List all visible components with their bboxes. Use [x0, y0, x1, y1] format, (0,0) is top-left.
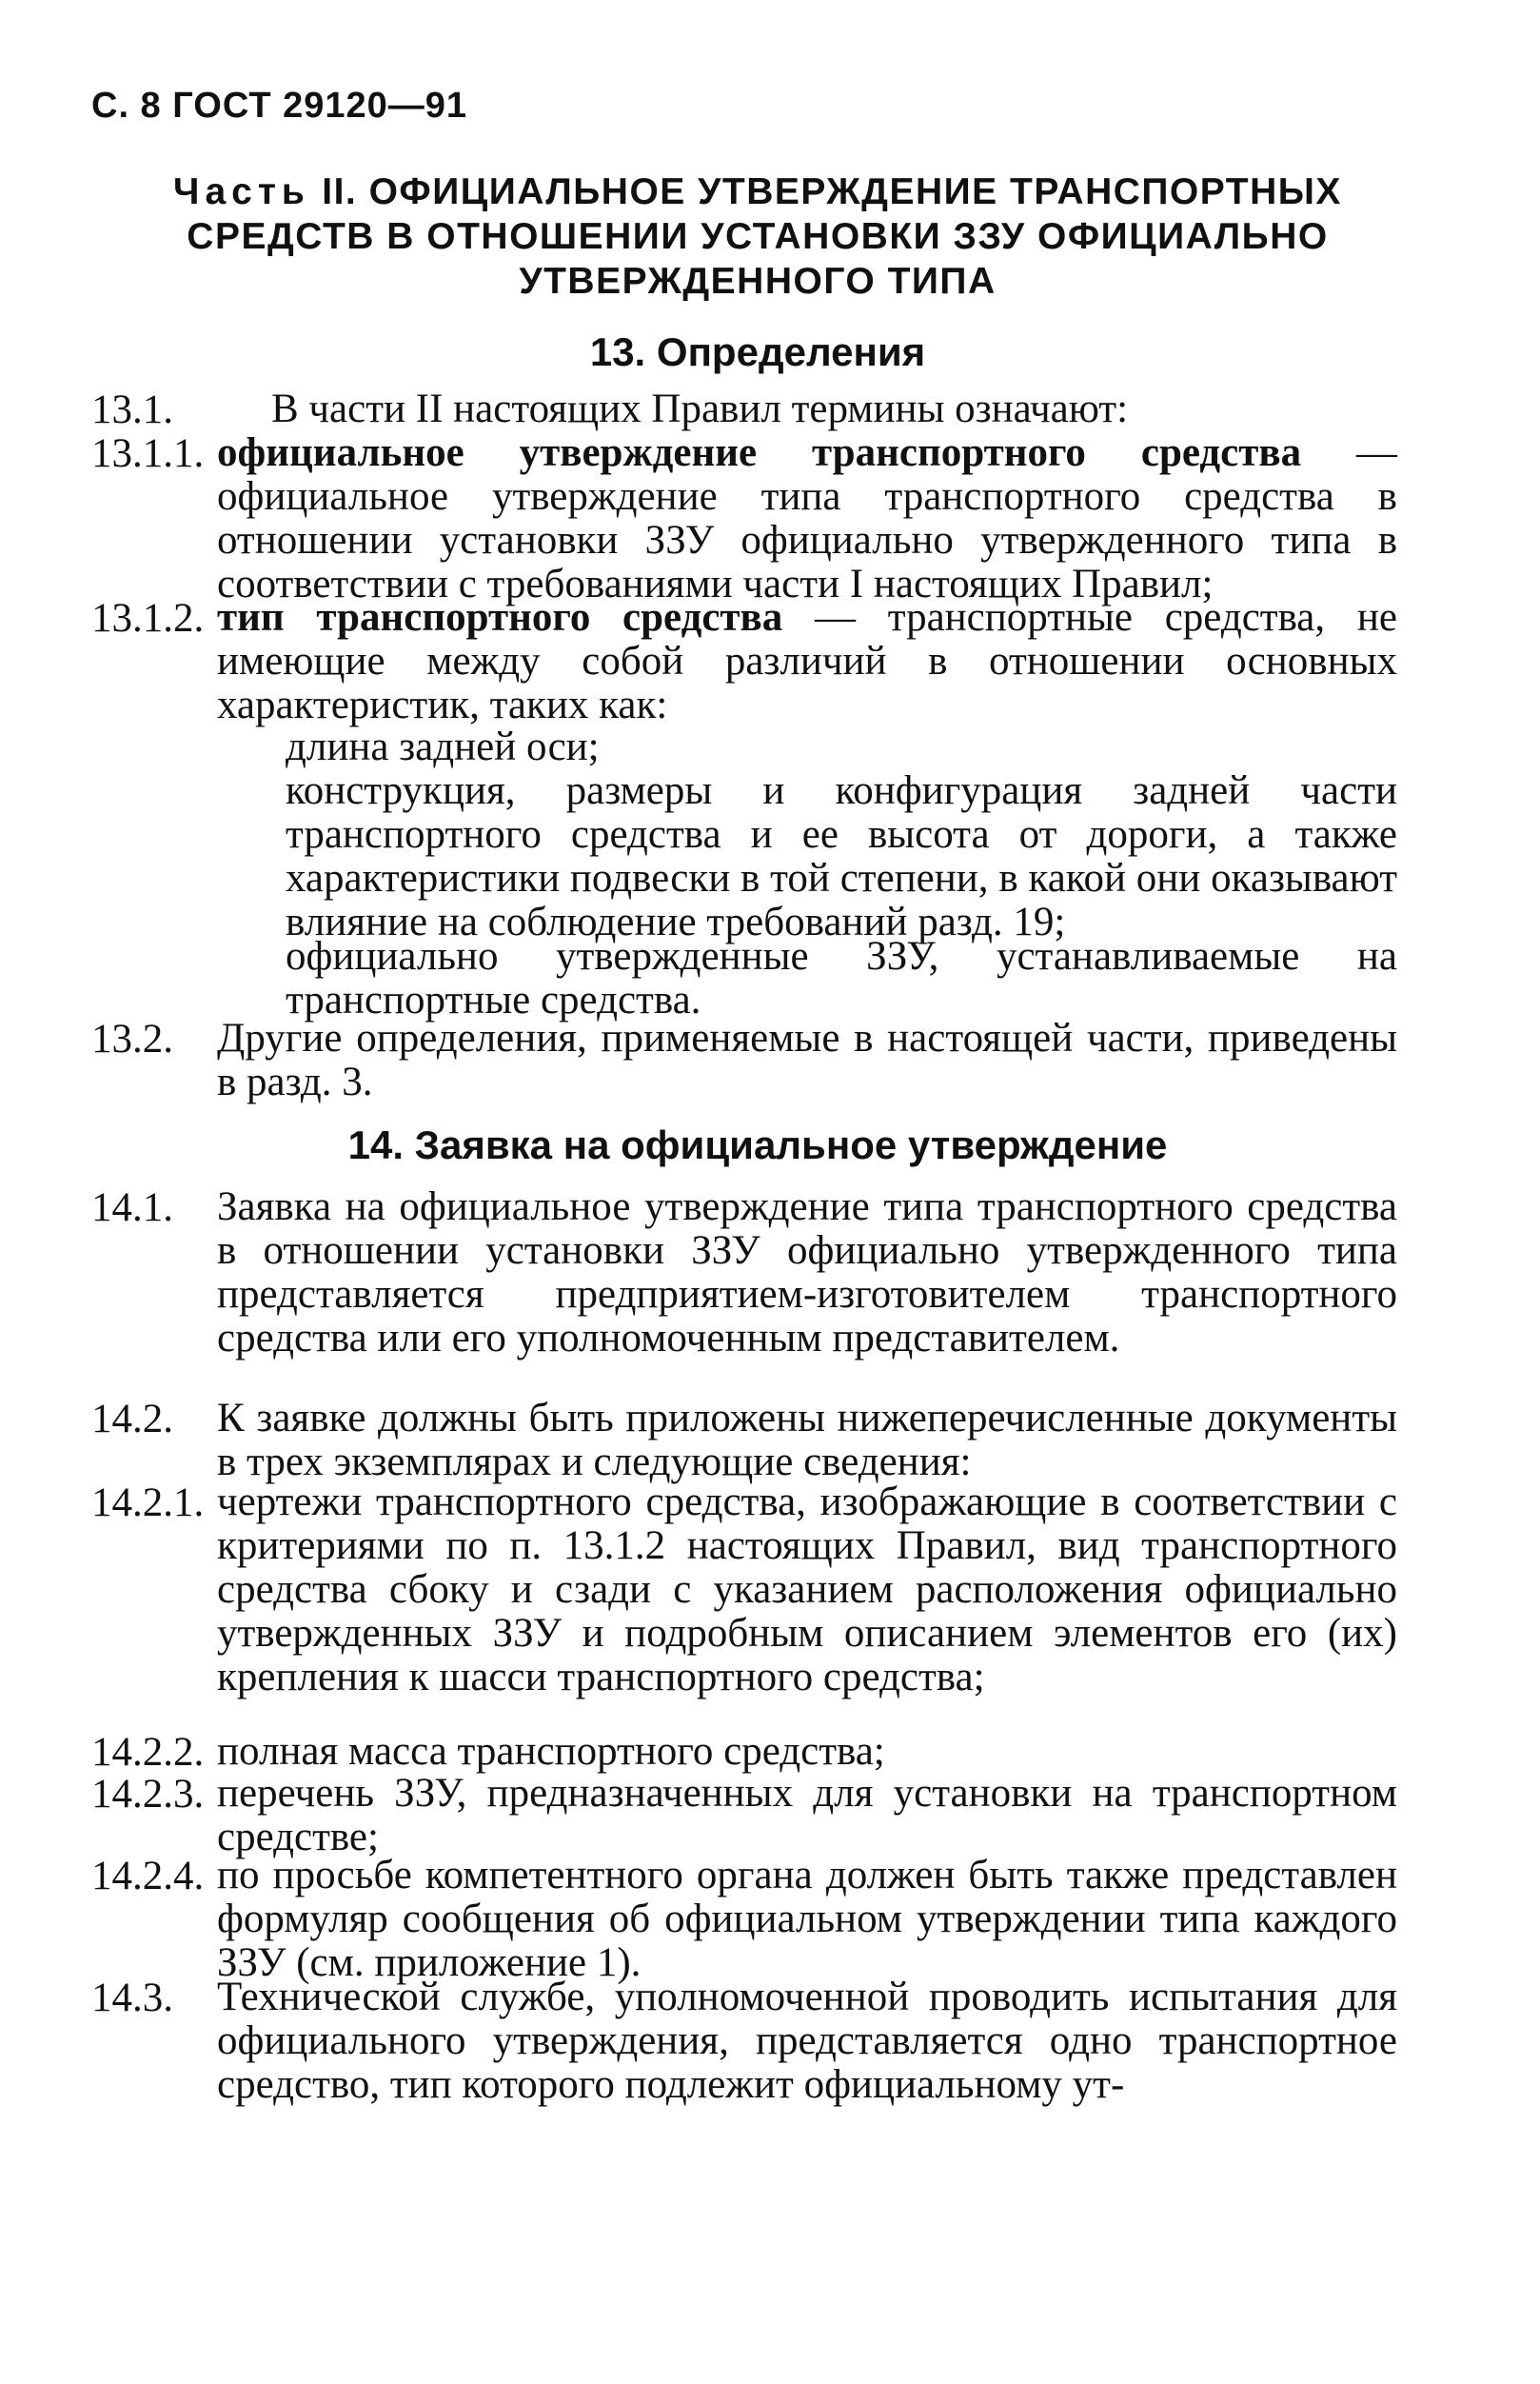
section-14-heading: 14. Заявка на официальное утверждение	[347, 1122, 1168, 1167]
clause-number: 14.2.4.	[91, 1854, 205, 1898]
clause-14-2-2-text: полная масса транспортного средства;	[217, 1729, 885, 1774]
clause-number: 13.1.1.	[91, 431, 205, 476]
clause-13-2-text: Другие определения, применяемые в настоящей части, приведены в разд. 3.	[217, 1016, 1397, 1104]
clause-14-2-3-text: перечень ЗЗУ, предназначенных для установки на транспортном средстве;	[217, 1771, 1397, 1859]
clause-13-1-1-text	[217, 431, 1397, 606]
clause-14-1-text: Заявка на официальное утверждение типа транспортного средства в отношении установки ЗЗУ официально утвержденного типа представляется предприятием-изготовителем транспортного средства или его уполномоченным представителем.	[217, 1184, 1397, 1361]
clause-number: 14.1.	[91, 1185, 173, 1230]
clause-number: 13.1.	[91, 387, 173, 432]
term-definition: официальное утверждение транспортного средства	[217, 430, 1302, 475]
section-13-heading: 13. Определения	[589, 329, 926, 374]
clause-14-2-4-text: по просьбе компетентного органа должен быть также представлен формуляр сообщения об официальном утверждении типа каждого ЗЗУ (см. приложение 1).	[217, 1853, 1397, 1985]
clause-number: 14.2.2.	[91, 1730, 205, 1775]
clause-13-1-2-text	[217, 596, 1397, 727]
clause-number: 13.1.2.	[91, 596, 205, 641]
definition-body: — транспортные средства, не имеющие между собой различий в отношении основных характеристик, таких как:	[217, 595, 1397, 727]
clause-13-1-text: В части II настоящих Правил термины означают:	[271, 387, 1129, 431]
term-definition: тип транспортного средства	[217, 595, 783, 640]
page-header: С. 8 ГОСТ 29120—91	[91, 86, 468, 126]
clause-14-2-text: К заявке должны быть приложены нижеперечисленные документы в трех экземплярах и следующие сведения:	[217, 1396, 1397, 1484]
definition-body: — официальное утверждение типа транспортного средства в отношении установки ЗЗУ официально утвержденного типа в соответствии с требованиями части I настоящих Правил;	[217, 430, 1398, 606]
part-prefix: Часть	[173, 171, 310, 212]
clause-number: 14.2.1.	[91, 1480, 205, 1525]
list-item: официально утвержденные ЗЗУ, устанавливаемые на транспортные средства.	[286, 934, 1397, 1023]
part-title-text: II. ОФИЦИАЛЬНОЕ УТВЕРЖДЕНИЕ ТРАНСПОРТНЫХ СРЕДСТВ В ОТНОШЕНИИ УСТАНОВКИ ЗЗУ ОФИЦИАЛЬНО УТВЕРЖДЕННОГО ТИПА	[187, 171, 1342, 302]
list-item: длина задней оси;	[286, 725, 600, 769]
clause-number: 14.3.	[91, 1976, 173, 2020]
part-title	[91, 169, 1424, 304]
clause-14-3-text: Технической службе, уполномоченной проводить испытания для официального утверждения, представляется одно транспортное средство, тип которого подлежит официальному ут-	[217, 1975, 1397, 2107]
clause-14-2-1-text: чертежи транспортного средства, изображающие в соответствии с критериями по п. 13.1.2 настоящих Правил, вид транспортного средства сбоку и сзади с указанием расположения официально утвержденных ЗЗУ и подробным описанием элементов его (их) крепления к шасси транспортного средства;	[217, 1480, 1397, 1699]
clause-number: 13.2.	[91, 1017, 173, 1062]
list-item: конструкция, размеры и конфигурация задней части транспортного средства и ее высота от дороги, а также характеристики подвески в той степени, в какой они оказывают влияние на соблюдение требований разд. 19;	[286, 768, 1397, 944]
clause-number: 14.2.	[91, 1397, 173, 1441]
clause-number: 14.2.3.	[91, 1772, 205, 1817]
